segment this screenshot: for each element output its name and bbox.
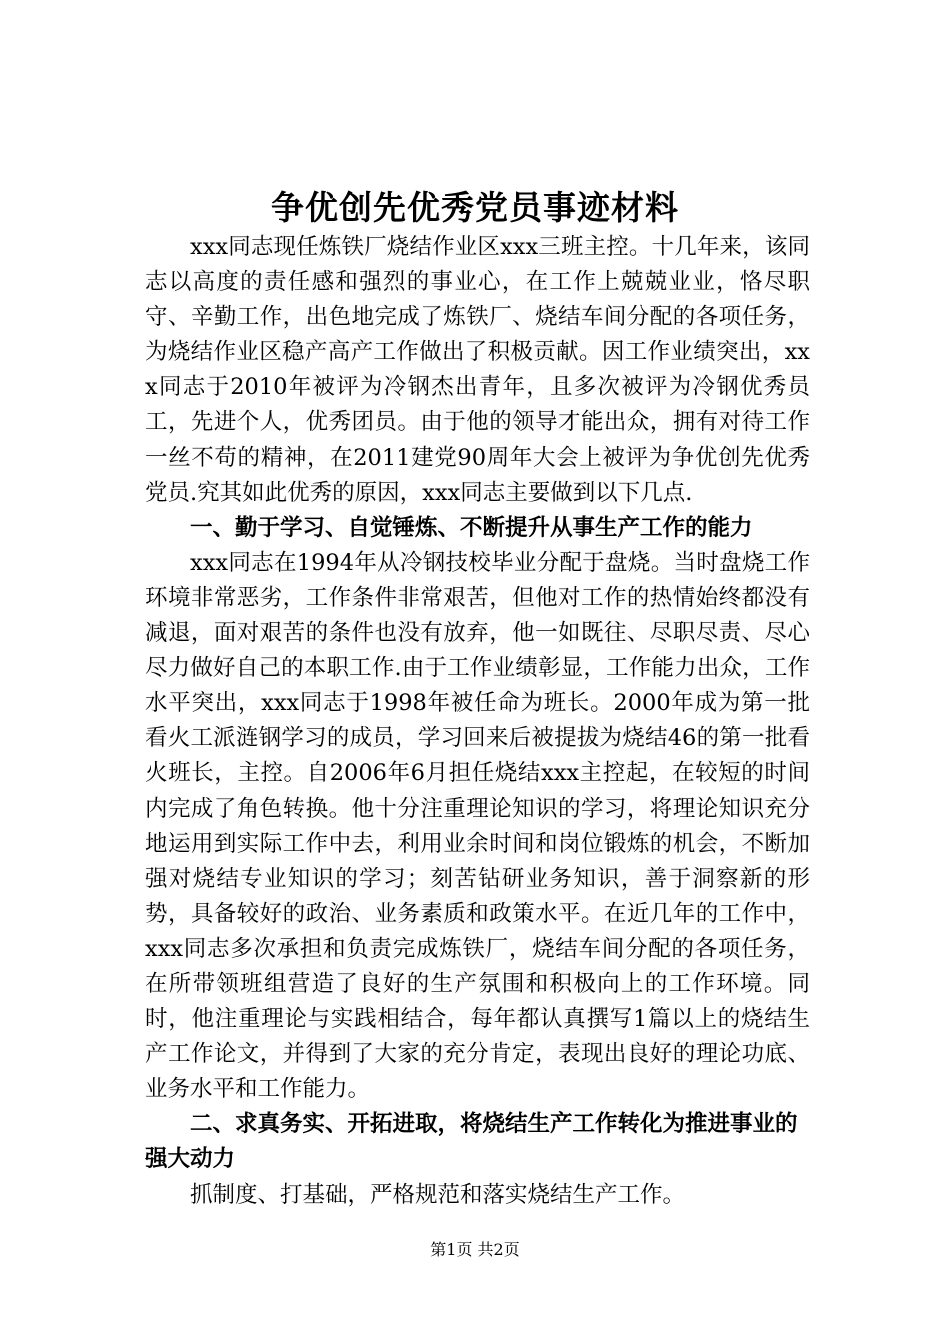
section-heading-2: 二、求真务实、开拓进取，将烧结生产工作转化为推进事业的强大动力 <box>145 1111 798 1173</box>
page-footer: 第1页 共2页 <box>430 1240 520 1259</box>
section-heading-1: 一、勤于学习、自觉锤炼、不断提升从事生产工作的能力 <box>190 514 753 541</box>
document-title: 争优创先优秀党员事迹材料 <box>271 188 679 227</box>
paragraph-section-2: 抓制度、打基础，严格规范和落实烧结生产工作。 <box>190 1181 686 1208</box>
paragraph-intro: xxx同志现任炼铁厂烧结作业区xxx三班主控。十几年来，该同志以高度的责任感和强烈的事业心，在工作上兢兢业业，恪尽职守、辛勤工作，出色地完成了炼铁厂、烧结车间分配的各项任务，为烧结作业区稳产高产工作做出了积极贡献。因工作业绩突出，xxx同志于2010年被评为冷钢杰出青年，且多次被评为冷钢优秀员工，先进个人，优秀团员。由于他的领导才能出众，拥有对待工作一丝不苟的精神，在2011建党90周年大会上被评为争优创先优秀党员.究其如此优秀的原因，xxx同志主要做到以下几点. <box>145 234 810 506</box>
document-body <box>145 230 810 1213</box>
paragraph-section-1: xxx同志在1994年从冷钢技校毕业分配于盘烧。当时盘烧工作环境非常恶劣，工作条件非常艰苦，但他对工作的热情始终都没有减退，面对艰苦的条件也没有放弃，他一如既往、尽职尽责、尽心尽力做好自己的本职工作.由于工作业绩彰显，工作能力出众，工作水平突出，xxx同志于1998年被任命为班长。2000年成为第一批看火工派涟钢学习的成员，学习回来后被提拔为烧结46的第一批看火班长，主控。自2006年6月担任烧结xxx主控起，在较短的时间内完成了角色转换。他十分注重理论知识的学习，将理论知识充分地运用到实际工作中去，利用业余时间和岗位锻炼的机会，不断加强对烧结专业知识的学习；刻苦钻研业务知识，善于洞察新的形势，具备较好的政治、业务素质和政策水平。在近几年的工作中，xxx同志多次承担和负责完成炼铁厂，烧结车间分配的各项任务，在所带领班组营造了良好的生产氛围和积极向上的工作环境。同时，他注重理论与实践相结合，每年都认真撰写1篇以上的烧结生产工作论文，并得到了大家的充分肯定，表现出良好的理论功底、业务水平和工作能力。 <box>145 549 810 1103</box>
